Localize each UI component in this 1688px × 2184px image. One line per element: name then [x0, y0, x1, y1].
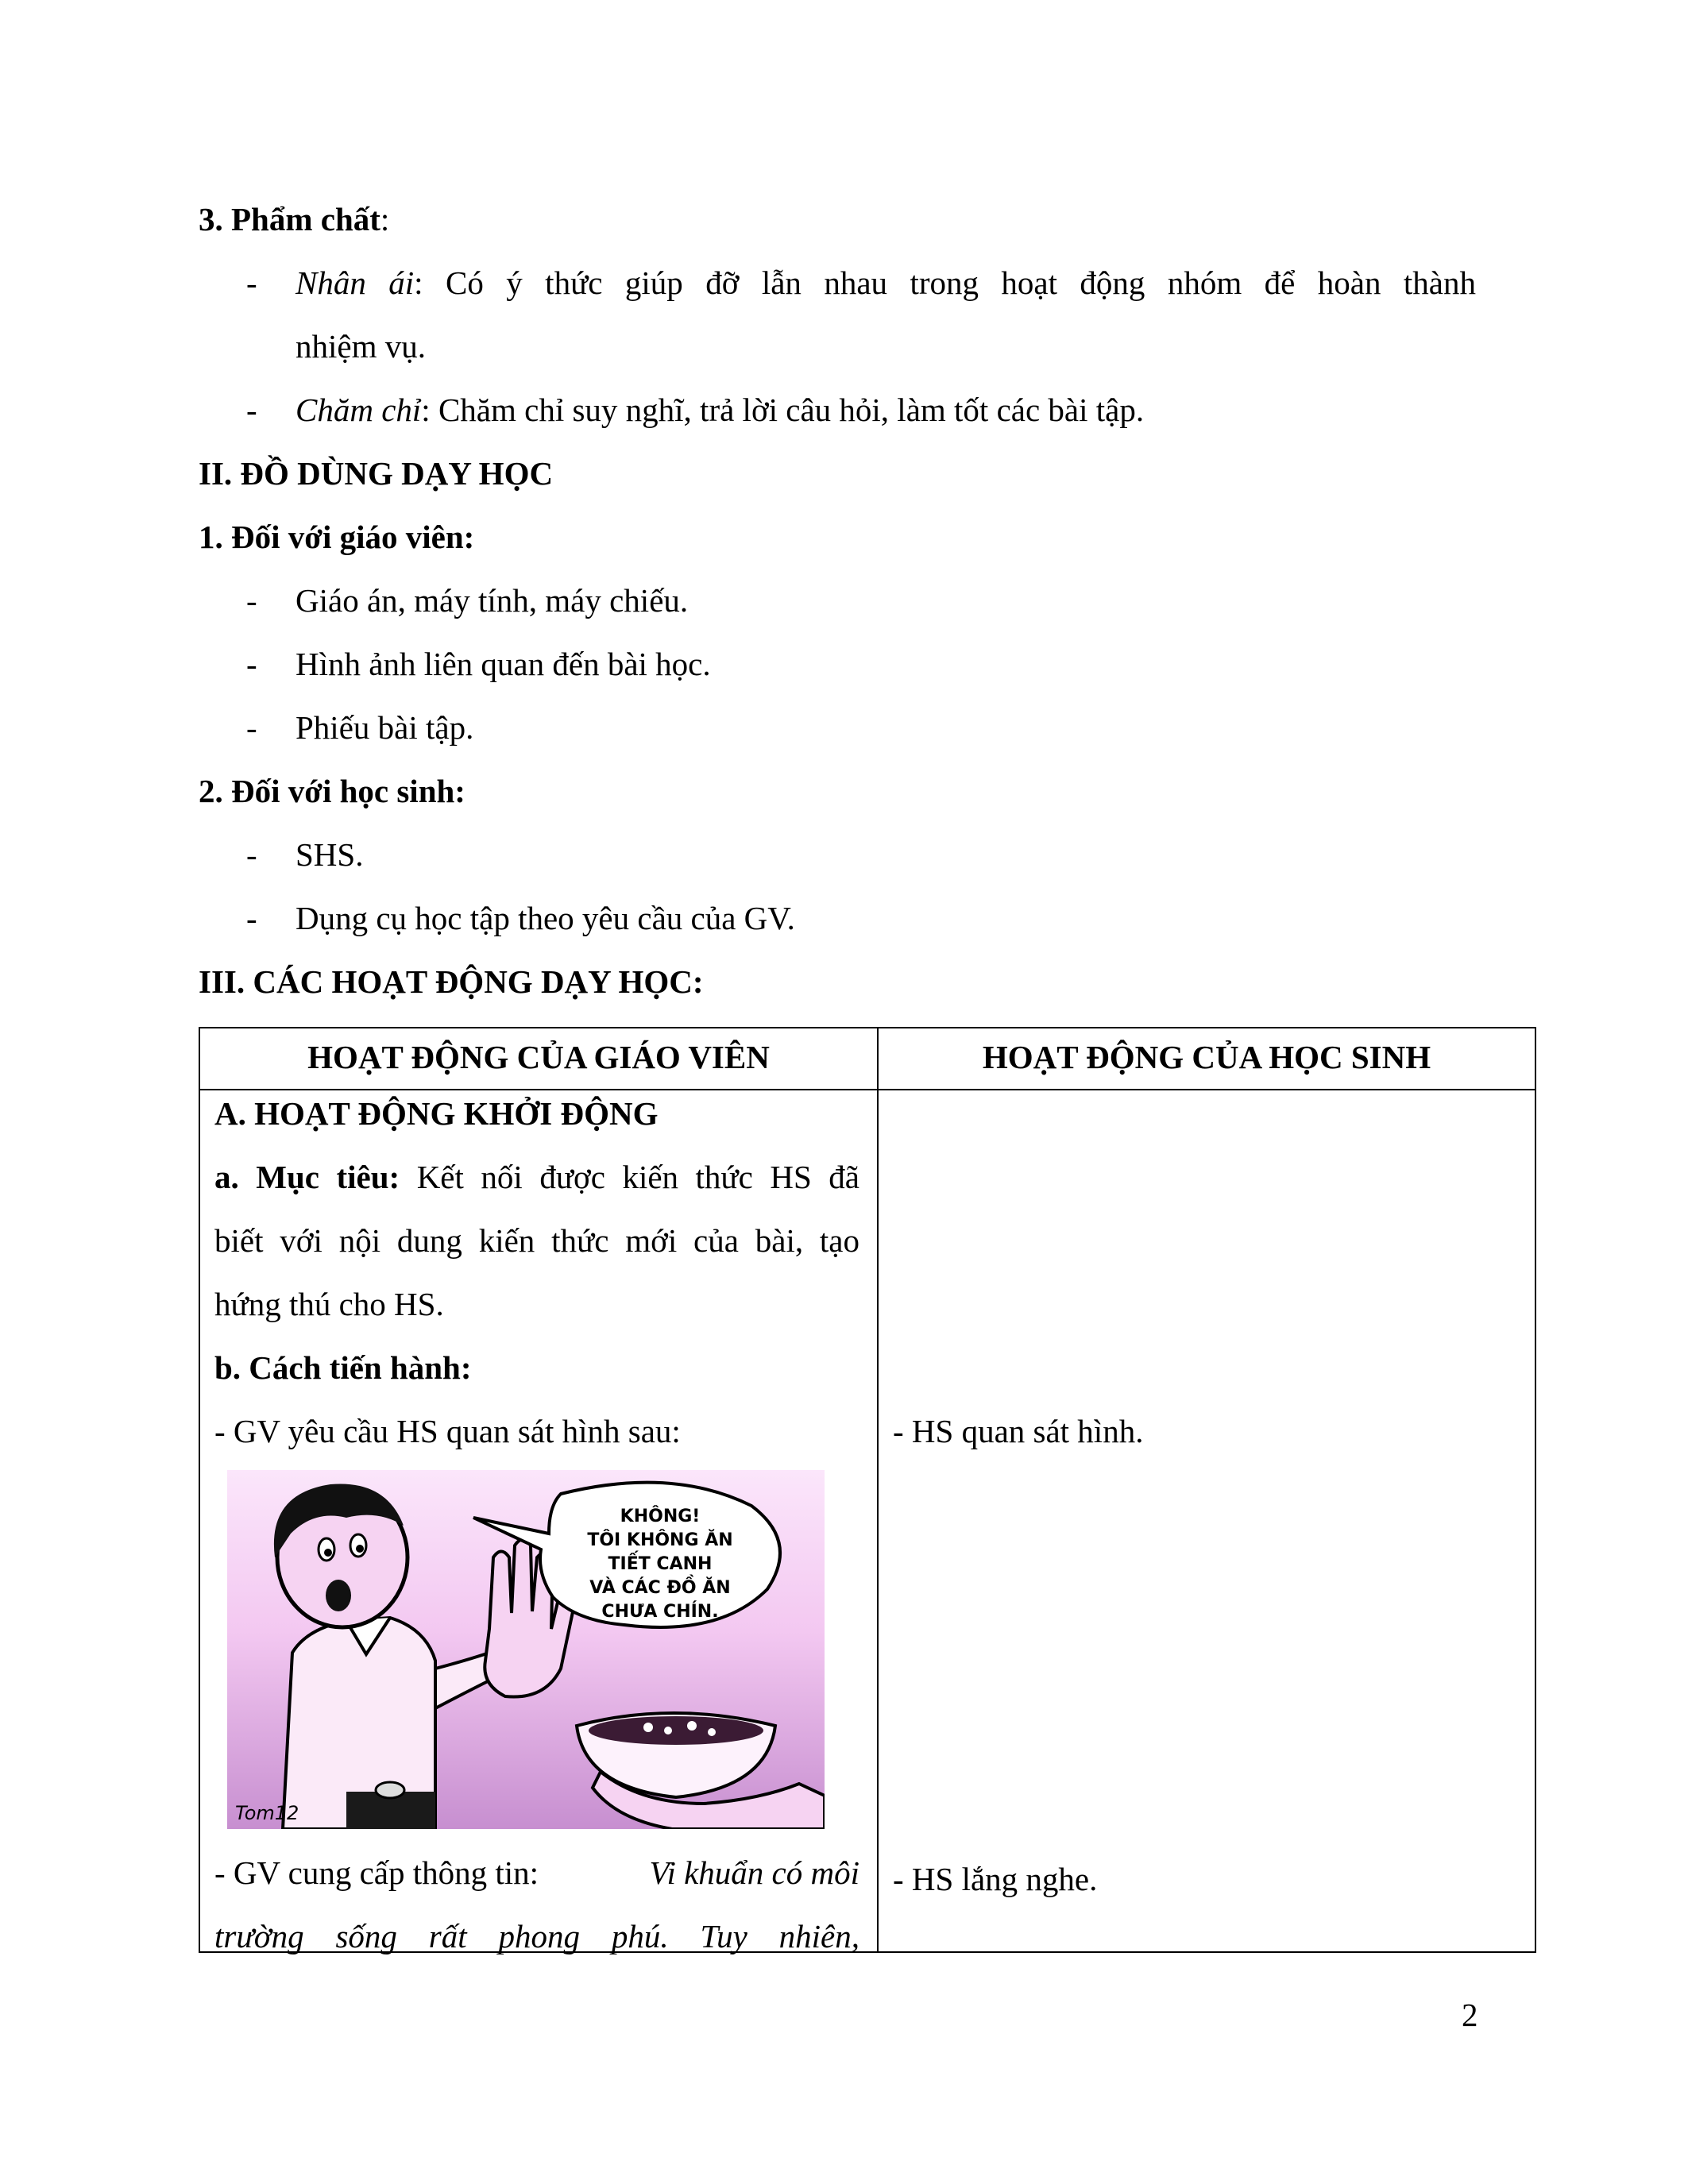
eye-pupil — [356, 1545, 364, 1553]
artist-signature: Tom12 — [235, 1802, 299, 1824]
list-item: Giáo án, máy tính, máy chiếu. — [295, 582, 689, 619]
subheading-hoc-sinh: 2. Đối với học sinh: — [199, 773, 465, 809]
activity-title: A. HOẠT ĐỘNG KHỞI ĐỘNG — [214, 1095, 659, 1132]
bullet-dash: - — [246, 836, 257, 873]
blood-soup — [589, 1716, 763, 1745]
man-mouth — [326, 1580, 351, 1611]
section-heading-hoat-dong: III. CÁC HOẠT ĐỘNG DẠY HỌC: — [199, 963, 704, 1000]
belt-buckle — [376, 1782, 404, 1798]
bullet-dash: - — [246, 709, 257, 746]
speech-text: CHƯA CHÍN. — [601, 1602, 719, 1622]
soup-bit — [708, 1728, 716, 1736]
list-item-nhan-ai — [295, 263, 1476, 303]
soup-bit — [664, 1727, 672, 1734]
heading-text: 3. Phẩm chất — [199, 201, 380, 237]
bullet-dash: - — [246, 900, 257, 936]
list-item-cham-chi — [295, 390, 1144, 430]
teacher-info-line: trường sống rất phong phú. Tuy nhiên, — [214, 1918, 859, 1954]
speech-text: TIẾT CANH — [608, 1554, 713, 1574]
objective-line: hứng thú cho HS. — [214, 1286, 444, 1322]
bullet-dash: - — [246, 582, 257, 619]
page-number: 2 — [1462, 1997, 1478, 2033]
list-item: Dụng cụ học tập theo yêu cầu của GV. — [295, 900, 795, 936]
soup-bit — [687, 1721, 697, 1731]
info-italic: Vi khuẩn có môi — [649, 1854, 859, 1891]
objective-label: a. Mục tiêu: — [214, 1159, 400, 1195]
desc-cham-chi: : Chăm chỉ suy nghĩ, trả lời câu hỏi, làm tốt các bài tập. — [421, 392, 1145, 428]
objective-line: biết với nội dung kiến thức mới của bài, tạo — [214, 1222, 859, 1259]
list-item: SHS. — [295, 836, 364, 873]
objective-line — [214, 1157, 859, 1197]
section-heading-do-dung: II. ĐỒ DÙNG DẠY HỌC — [199, 455, 554, 492]
subheading-giao-vien: 1. Đối với giáo viên: — [199, 519, 475, 555]
speech-text: TÔI KHÔNG ĂN — [587, 1530, 733, 1550]
bullet-dash: - — [246, 264, 257, 301]
term-cham-chi: Chăm chỉ — [295, 392, 422, 428]
speech-text: VÀ CÁC ĐỒ ĂN — [589, 1578, 731, 1598]
objective-text: Kết nối được kiến thức HS đã — [400, 1159, 859, 1195]
list-item-nhan-ai-cont: nhiệm vụ. — [295, 328, 426, 365]
teacher-activity-cell — [199, 1090, 878, 1952]
student-response: - HS quan sát hình. — [893, 1413, 1144, 1449]
speech-text: KHÔNG! — [620, 1507, 701, 1526]
list-item: Phiếu bài tập. — [295, 709, 474, 746]
term-nhan-ai: Nhân ái — [295, 264, 415, 301]
student-activity-cell — [878, 1090, 1535, 1952]
teacher-instruction: - GV yêu cầu HS quan sát hình sau: — [214, 1413, 681, 1449]
cartoon-illustration — [227, 1470, 825, 1829]
procedure-label: b. Cách tiến hành: — [214, 1349, 472, 1386]
soup-bit — [643, 1723, 653, 1732]
column-header-teacher: HOẠT ĐỘNG CỦA GIÁO VIÊN — [199, 1028, 878, 1090]
list-item: Hình ảnh liên quan đến bài học. — [295, 646, 711, 682]
teacher-info-line — [214, 1853, 859, 1893]
heading-colon: : — [380, 201, 390, 237]
bullet-dash: - — [246, 646, 257, 682]
info-prefix: - GV cung cấp thông tin: — [214, 1854, 539, 1891]
desc-nhan-ai: : Có ý thức giúp đỡ lẫn nhau trong hoạt động nhóm để hoàn thành — [414, 264, 1476, 301]
student-response: - HS lắng nghe. — [893, 1861, 1098, 1897]
eye-pupil — [324, 1549, 332, 1557]
activities-table — [199, 1027, 1536, 1953]
column-header-student: HOẠT ĐỘNG CỦA HỌC SINH — [878, 1028, 1535, 1090]
bullet-dash: - — [246, 392, 257, 428]
section-heading-pham-chat — [199, 199, 389, 239]
